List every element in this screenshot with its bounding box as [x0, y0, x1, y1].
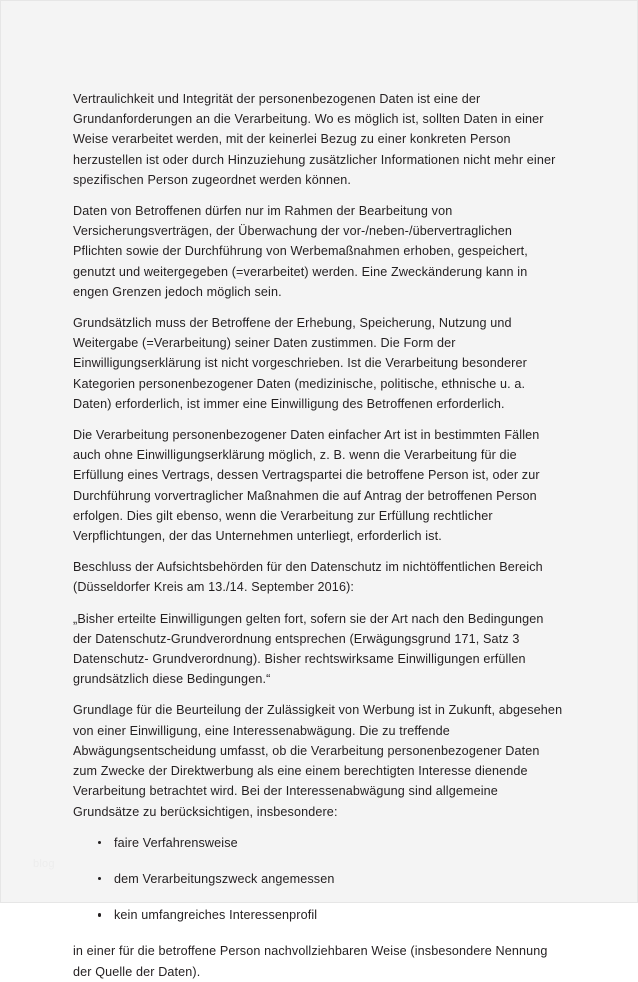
paragraph-supervisory-authority-decision: Beschluss der Aufsichtsbehörden für den Datenschutz im nichtöffentlichen Bereich (Düsseldorfer Kreis am 13./14. September 2016): — [73, 560, 543, 595]
list-item: kein umfangreiches Interessenprofil — [73, 905, 564, 925]
document-text-body — [73, 89, 564, 982]
paragraph-transparency-closing: in einer für die betroffene Person nachvollziehbaren Weise (insbesondere Nennung der Quelle der Daten). — [73, 944, 548, 979]
paragraph-data-processing-scope: Daten von Betroffenen dürfen nur im Rahmen der Bearbeitung von Versicherungsverträgen, der Überwachung der vor-/neben-/übervertraglichen Pflichten sowie der Durchführung von Werbemaßnahmen erhoben, gespeichert, genutzt und weitergegeben (=verarbeitet) werden. Eine Zweckänderung kann in engen Grenzen jedoch möglich sein. — [73, 204, 528, 299]
principles-bullet-list — [73, 833, 564, 926]
paragraph-quoted-resolution: „Bisher erteilte Einwilligungen gelten fort, sofern sie der Art nach den Bedingungen der Datenschutz-Grundverordnung entsprechen (Erwägungsgrund 171, Satz 3 Datenschutz- Grundverordnung). Bisher rechtswirksame Einwilligungen erfüllen grundsätzlich diese Bedingungen.“ — [73, 611, 544, 687]
page-watermark: blog — [33, 858, 55, 870]
paragraph-advertising-basis: Grundlage für die Beurteilung der Zulässigkeit von Werbung ist in Zukunft, abgesehen von einer Einwilligung, eine Interessenabwägung. Die zu treffende Abwägungsentscheidung umfasst, ob die Verarbeitung personenbezogener Daten zum Zwecke der Direktwerbung als eine einem berechtigten Interesse dienende Verarbeitung betrachtet wird. Bei der Interessenabwägung sind allgemeine Grundsätze zu berücksichtigen, insbesondere: — [73, 703, 563, 819]
paragraph-confidentiality-integrity: Vertraulichkeit und Integrität der personenbezogenen Daten ist eine der Grundanforderungen an die Verarbeitung. Wo es möglich ist, sollten Daten in einer Weise verarbeitet werden, mit der keinerlei Bezug zu einer konkreten Person herzustellen ist oder durch Hinzuziehung zusätzlicher Informationen nicht mehr einer spezifischen Person zugeordnet werden können. — [73, 92, 556, 187]
list-item: dem Verarbeitungszweck angemessen — [73, 869, 564, 889]
paragraph-processing-without-consent: Die Verarbeitung personenbezogener Daten einfacher Art ist in bestimmten Fällen auch ohne Einwilligungserklärung möglich, z. B. wenn die Verarbeitung für die Erfüllung eines Vertrags, dessen Vertragspartei die betroffene Person ist, oder zur Durchführung vorvertraglicher Maßnahmen die auf Antrag der betroffenen Person erfolgen. Dies gilt ebenso, wenn die Verarbeitung zur Erfüllung rechtlicher Verpflichtungen, der das Unternehmen unterliegt, erforderlich ist. — [73, 428, 540, 544]
list-item: faire Verfahrensweise — [73, 833, 564, 853]
paragraph-consent-requirement: Grundsätzlich muss der Betroffene der Erhebung, Speicherung, Nutzung und Weitergabe (=Verarbeitung) seiner Daten zustimmen. Die Form der Einwilligungserklärung ist nicht vorgeschrieben. Ist die Verarbeitung besonderer Kategorien personenbezogener Daten (medizinische, politische, ethnische u. a. Daten) erforderlich, ist immer eine Einwilligung des Betroffenen erforderlich. — [73, 316, 527, 411]
